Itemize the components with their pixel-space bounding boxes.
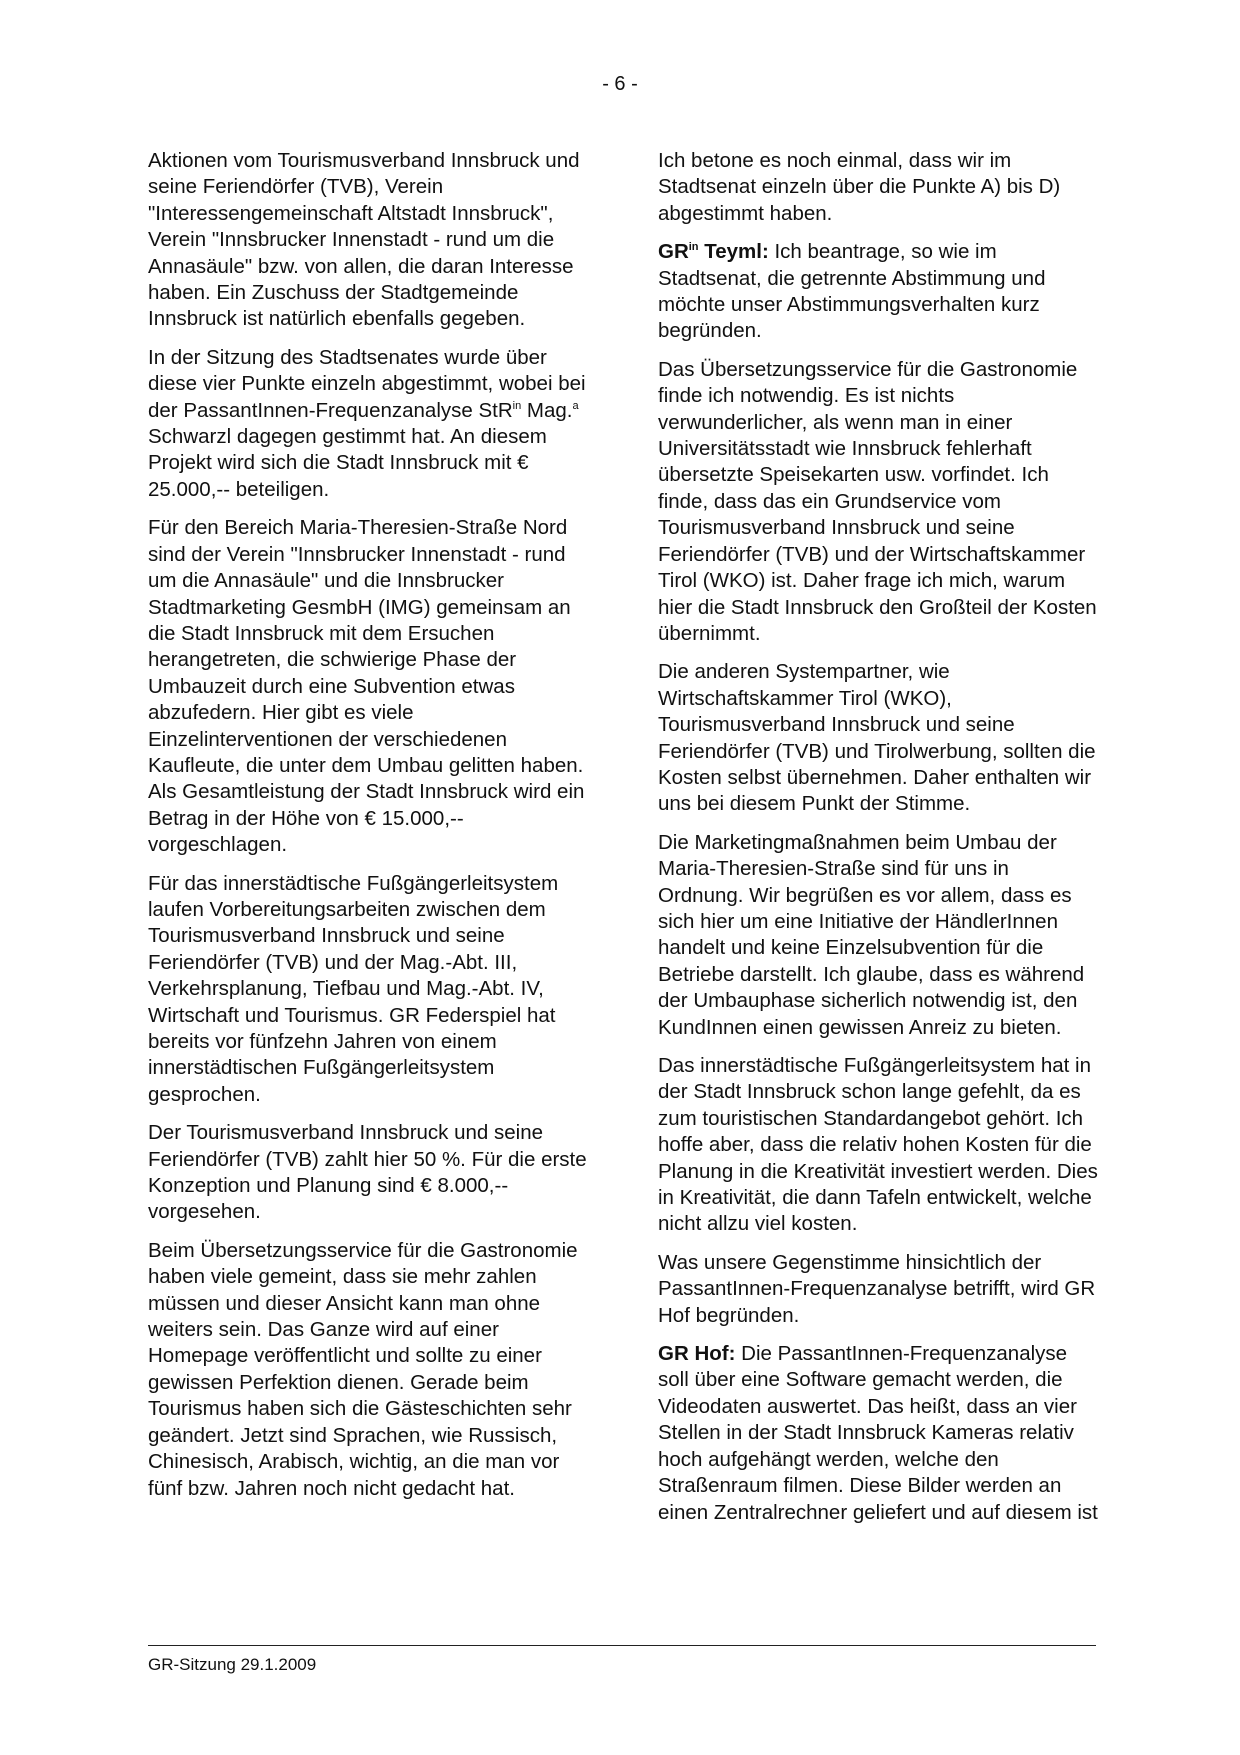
text-span: Schwarzl dagegen gestimmt hat. An diesem Projekt wird sich die Stadt Innsbruck mit € 25.000,-- beteiligen. <box>148 425 547 501</box>
paragraph-pedestrian-guidance: Für das innerstädtische Fußgängerleitsystem laufen Vorbereitungsarbeiten zwischen dem Tourismusverband Innsbruck und seine Feriendörfer (TVB) und der Mag.-Abt. III, Verkehrsplanung, Tiefbau und Mag.-Abt. IV, Wirtschaft und Tourismus. GR Federspiel hat bereits vor fünfzehn Jahren von einem innerstädtischen Fußgängerleitsystem gesprochen. <box>148 871 559 1106</box>
superscript: in <box>512 399 522 412</box>
left-column <box>148 148 588 1514</box>
footer-divider <box>148 1645 1096 1646</box>
paragraph-marketing-measures: Die Marketingmaßnahmen beim Umbau der Maria-Theresien-Straße sind für uns in Ordnung. Wir begrüßen es vor allem, dass es sich hier um eine Initiative der HändlerInnen handelt und keine Einzelsubvention für die Betriebe darstellt. Ich glaube, dass es während der Umbauphase sicherlich notwendig ist, den KundInnen einen gewissen Anreiz zu bieten. <box>658 830 1085 1039</box>
right-column <box>658 148 1098 1538</box>
paragraph-tvb-funding: Der Tourismusverband Innsbruck und seine Feriendörfer (TVB) zahlt hier 50 %. Für die erste Konzeption und Planung sind € 8.000,-- vorgesehen. <box>148 1121 587 1224</box>
paragraph-guidance-system-opinion: Das innerstädtische Fußgängerleitsystem hat in der Stadt Innsbruck schon lange gefehlt, da es zum touristischen Standardangebot gehört. Ich hoffe aber, dass die relativ hohen Kosten für die Planung in die Kreativität investiert werden. Dies in Kreativität, die dann Tafeln entwickelt, welche nicht allzu viel kosten. <box>658 1054 1098 1236</box>
paragraph-counter-vote: Was unsere Gegenstimme hinsichtlich der PassantInnen-Frequenzanalyse betrifft, wird GR Hof begründen. <box>658 1250 1096 1327</box>
footer-session-date: GR-Sitzung 29.1.2009 <box>148 1655 317 1674</box>
paragraph-separate-vote: Ich betone es noch einmal, dass wir im Stadtsenat einzeln über die Punkte A) bis D) abgestimmt haben. <box>658 149 1061 225</box>
paragraph-system-partners: Die anderen Systempartner, wie Wirtschaftskammer Tirol (WKO), Tourismusverband Innsbruck und seine Feriendörfer (TVB) und Tirolwerbung, sollten die Kosten selbst übernehmen. Daher enthalten wir uns bei diesem Punkt der Stimme. <box>658 660 1096 816</box>
text-span: Ich beantrage, so wie im Stadtsenat, die getrennte Abstimmung und möchte unser Abstimmungsverhalten kurz begründen. <box>658 240 1046 343</box>
speaker-label: GR Hof: <box>658 1342 736 1366</box>
paragraph-senate-vote <box>148 345 588 503</box>
text-span: In der Sitzung des Stadtsenates wurde über diese vier Punkte einzeln abgestimmt, wobei bei der PassantInnen-Frequenzanalyse StR <box>148 345 586 422</box>
paragraph-teyml-statement <box>658 239 1098 345</box>
text-span: Mag. <box>521 398 573 422</box>
page-number: - 6 - <box>602 73 638 95</box>
paragraph-gastronomy-service: Das Übersetzungsservice für die Gastronomie finde ich notwendig. Es ist nichts verwunderlicher, als wenn man in einer Universitätsstadt wie Innsbruck fehlerhaft übersetzte Speisekarten usw. vorfindet. Ich finde, dass das ein Grundservice vom Tourismusverband Innsbruck und seine Feriendörfer (TVB) und der Wirtschaftskammer Tirol (WKO) ist. Daher frage ich mich, warum hier die Stadt Innsbruck den Großteil der Kosten übernimmt. <box>658 357 1097 645</box>
paragraph-translation-service: Beim Übersetzungsservice für die Gastronomie haben viele gemeint, dass sie mehr zahlen müssen und dieser Ansicht kann man ohne weiters sein. Das Ganze wird auf einer Homepage veröffentlicht und sollte zu einer gewissen Perfektion dienen. Gerade beim Tourismus haben sich die Gästeschichten sehr geändert. Jetzt sind Sprachen, wie Russisch, Chinesisch, Arabisch, wichtig, an die man vor fünf bzw. Jahren noch nicht gedacht hat. <box>148 1238 578 1500</box>
text-span: Die PassantInnen-Frequenzanalyse soll über eine Software gemacht werden, die Videodaten auswertet. Das heißt, dass an vier Stellen in der Stadt Innsbruck Kameras relativ hoch aufgehängt werden, welche den Straßenraum filmen. Diese Bilder werden an einen Zentralrechner geliefert und auf diesem ist <box>658 1342 1098 1524</box>
speaker-title: GR <box>658 240 689 264</box>
superscript: a <box>572 399 579 412</box>
superscript: in <box>688 241 699 254</box>
speaker-label <box>658 240 769 263</box>
paragraph-hof-statement <box>658 1341 1098 1526</box>
paragraph-tourism-actions: Aktionen vom Tourismusverband Innsbruck und seine Feriendörfer (TVB), Verein "Interessengemeinschaft Altstadt Innsbruck", Verein "Innsbrucker Innenstadt - rund um die Annasäule" bzw. von allen, die daran Interesse haben. Ein Zuschuss der Stadtgemeinde Innsbruck ist natürlich ebenfalls gegeben. <box>148 149 580 331</box>
speaker-name: Teyml: <box>698 240 769 264</box>
paragraph-maria-theresien-strasse: Für den Bereich Maria-Theresien-Straße Nord sind der Verein "Innsbrucker Innenstadt - rund um die Annasäule" und die Innsbrucker Stadtmarketing GesmbH (IMG) gemeinsam an die Stadt Innsbruck mit dem Ersuchen herangetreten, die schwierige Phase der Umbauzeit durch eine Subvention etwas abzufedern. Hier gibt es viele Einzelinterventionen der verschiedenen Kaufleute, die unter dem Umbau gelitten haben. Als Gesamtleistung der Stadt Innsbruck wird ein Betrag in der Höhe von € 15.000,-- vorgeschlagen. <box>148 516 585 857</box>
